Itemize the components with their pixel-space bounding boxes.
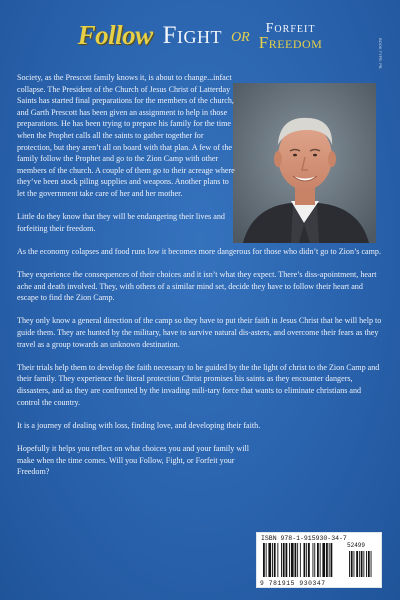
addon-bar <box>371 551 372 577</box>
barcode-bar <box>289 543 290 577</box>
barcode-bar <box>295 543 297 577</box>
blurb-paragraph-2: Little do they know that they will be endangering their lives and forfeiting their freedom. <box>17 212 225 233</box>
back-cover-blurb <box>17 72 383 489</box>
barcode-bar <box>304 543 306 577</box>
barcode-bar <box>331 543 333 577</box>
title-word-fight: Fight <box>162 21 223 49</box>
blurb-paragraph-8: Hopefully it helps you reflect on what choices you and your family will make when the time comes. Will you Follow, Fight, or Forfeit your Freedom? <box>17 444 249 477</box>
addon-bar <box>368 551 370 577</box>
addon-bar <box>366 551 367 577</box>
barcode-bar <box>277 543 278 577</box>
blurb-paragraph-4: They experience the consequences of their choices and it isn’t what they expect. There’s diss-apointment, heart ache and death involved. They, with others of a similar mind set, decide they have to follow their heart and escape to find the Zion Camp. <box>17 270 377 303</box>
blurb-paragraph-1: Society, as the Prescott family knows it, is about to change...infact collapse. The President of the Church of Jesus Christ of Latterday Saints has started final preparations for the members of the church, and Garth Prescott has been given an assignment to help in those preparations. He has been trying to prepare his family for the time when the Prophet calls all the saints to gather together for protection, but they aren’t all on board with that plan. A few of the family follow the Prophet and go to the Zion Camp with other members of the church. A couple of them go to their acreage where they’ve been stock piling supplies and weapons. Another plans to let the government take care of her and her mother. <box>17 73 235 198</box>
barcode-bar <box>281 543 282 577</box>
blurb-paragraph-3: As the economy colapses and food runs low it becomes more dangerous for those who didn’t go to Zion’s camp. <box>17 246 381 256</box>
barcode-bar <box>263 543 265 577</box>
blurb-paragraph-7: It is a journey of dealing with loss, finding love, and developing their faith. <box>17 420 261 430</box>
barcode-bar <box>313 543 314 577</box>
addon-bar <box>363 551 364 577</box>
addon-bar <box>351 551 353 577</box>
book-title <box>0 20 400 60</box>
barcode-bar <box>306 543 307 577</box>
barcode-bar <box>322 543 325 577</box>
ean-digits: 9 781915 930347 <box>260 580 326 587</box>
barcode-bar <box>308 543 310 577</box>
barcode-bar <box>268 543 271 577</box>
barcode-bar <box>326 543 328 577</box>
barcode-bar <box>274 543 276 577</box>
barcode-bar <box>286 543 288 577</box>
title-word-or: or <box>231 24 250 46</box>
barcode-bar <box>329 543 330 577</box>
barcode-bar <box>272 543 273 577</box>
barcode-bar <box>297 543 298 577</box>
addon-bar <box>354 551 355 577</box>
addon-bar <box>359 551 360 577</box>
barcode-bar <box>317 543 319 577</box>
isbn-number: ISBN 978-1-915930-34-7 <box>261 535 347 542</box>
addon-bar <box>356 551 358 577</box>
barcode-bar <box>300 543 301 577</box>
blurb-paragraph-6: Their trials help them to develop the faith necessary to be guided by the the light of christ to the Zion Camp and their family. They experience the literal protection Christ promises his saints as they encounter dangers, dissasters, and as they are confronted by the invading mili-tary force that wants to eliminate christians and control the country. <box>17 362 380 407</box>
title-forfeit-freedom <box>259 22 323 50</box>
addon-bar <box>349 551 350 577</box>
barcode-bar <box>314 543 315 577</box>
barcode-bar <box>283 543 285 577</box>
barcode-bar <box>320 543 321 577</box>
title-word-forfeit: Forfeit <box>265 20 316 36</box>
title-word-follow: Follow <box>77 20 153 50</box>
isbn-barcode <box>256 532 382 588</box>
addon-bar <box>361 551 363 577</box>
photo-spacer <box>237 72 383 244</box>
barcode-bar <box>291 543 294 577</box>
blurb-paragraph-5: They only know a general direction of the camp so they have to put their faith in Jesus Christ that he will help to guide them. They are hunted by the military, have to survive natural dis-asters, and overcome their fears as they travel as a group towards an unknown destination. <box>17 316 382 349</box>
side-print: BOOK TYPE: PB <box>378 38 383 69</box>
barcode-bar <box>266 543 267 577</box>
title-word-freedom: Freedom <box>258 32 323 52</box>
barcode-bars <box>263 543 379 579</box>
price-addon-code: 52499 <box>347 542 366 549</box>
